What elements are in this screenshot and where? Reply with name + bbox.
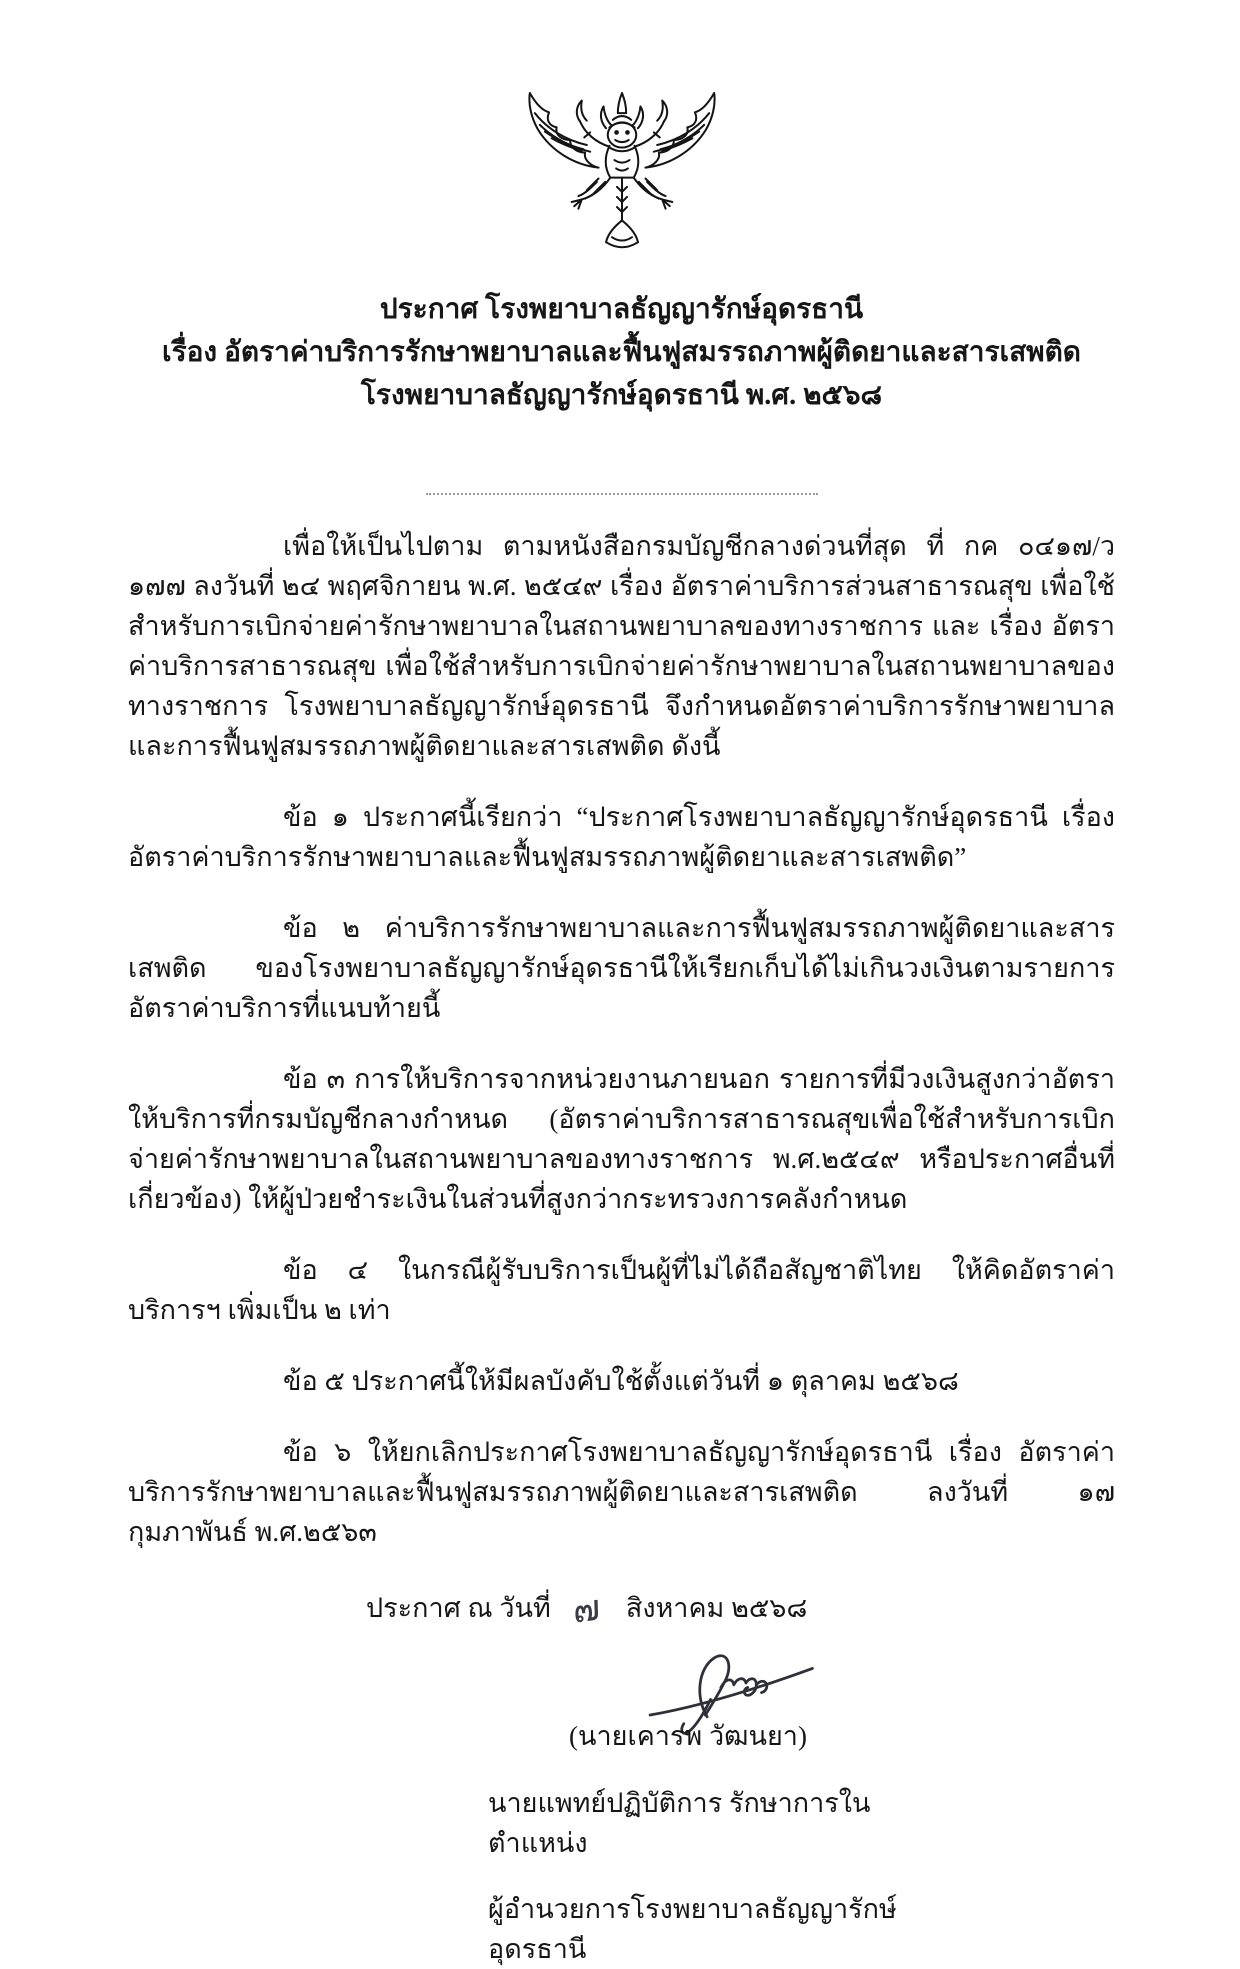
signature-block	[428, 1638, 948, 1969]
garuda-emblem	[496, 88, 748, 264]
title-line-2: เรื่อง อัตราค่าบริการรักษาพยาบาลและฟื้นฟูสมรรถภาพผู้ติดยาและสารเสพติด	[162, 337, 1081, 368]
signer-position-line2: ผู้อำนวยการโรงพยาบาลธัญญารักษ์อุดรธานี	[488, 1894, 897, 1964]
body-paragraph: ข้อ ๒ ค่าบริการรักษาพยาบาลและการฟื้นฟูสมรรถภาพผู้ติดยาและสารเสพติด ของโรงพยาบาลธัญญารักษ์อุดรธานีให้เรียกเก็บได้ไม่เกินวงเงินตามรายการอัตราค่าบริการที่แนบท้ายนี้	[128, 913, 1115, 1023]
body-paragraph: ข้อ ๓ การให้บริการจากหน่วยงานภายนอก รายการที่มีวงเงินสูงกว่าอัตราให้บริการที่กรมบัญชีกลางกำหนด (อัตราค่าบริการสาธารณสุขเพื่อใช้สำหรับการเบิกจ่ายค่ารักษาพยาบาลในสถานพยาบาลของทางราชการ พ.ศ.๒๕๔๙ หรือประกาศอื่นที่เกี่ยวข้อง) ให้ผู้ป่วยชำระเงินในส่วนที่สูงกว่ากระทรวงการคลังกำหนด	[128, 1064, 1115, 1214]
title-line-3: โรงพยาบาลธัญญารักษ์อุดรธานี พ.ศ. ๒๕๖๘	[360, 380, 883, 411]
dotted-separator	[426, 493, 818, 495]
issued-prefix: ประกาศ ณ วันที่	[366, 1593, 551, 1623]
emblem-container	[128, 88, 1115, 266]
body-paragraphs	[128, 526, 1115, 1552]
body-paragraph: ข้อ ๑ ประกาศนี้เรียกว่า “ประกาศโรงพยาบาลธัญญารักษ์อุดรธานี เรื่อง อัตราค่าบริการรักษาพยาบาลและฟื้นฟูสมรรถภาพผู้ติดยาและสารเสพติด”	[128, 802, 1115, 872]
title-block	[128, 288, 1115, 417]
body-paragraph: ข้อ ๔ ในกรณีผู้รับบริการเป็นผู้ที่ไม่ได้ถือสัญชาติไทย ให้คิดอัตราค่าบริการฯ เพิ่มเป็น ๒ เท่า	[128, 1255, 1115, 1325]
body-paragraph: เพื่อให้เป็นไปตาม ตามหนังสือกรมบัญชีกลางด่วนที่สุด ที่ กค ๐๔๑๗/ว ๑๗๗ ลงวันที่ ๒๔ พฤศจิกายน พ.ศ. ๒๕๔๙ เรื่อง อัตราค่าบริการส่วนสาธารณสุข เพื่อใช้สำหรับการเบิกจ่ายค่ารักษาพยาบาลในสถานพยาบาลของทางราชการ และ เรื่อง อัตราค่าบริการสาธารณสุข เพื่อใช้สำหรับการเบิกจ่ายค่ารักษาพยาบาลในสถานพยาบาลของทางราชการ โรงพยาบาลธัญญารักษ์อุดรธานี จึงกำหนดอัตราค่าบริการรักษาพยาบาลและการฟื้นฟูสมรรถภาพผู้ติดยาและสารเสพติด ดังนี้	[128, 531, 1115, 761]
body-paragraph: ข้อ ๖ ให้ยกเลิกประกาศโรงพยาบาลธัญญารักษ์อุดรธานี เรื่อง อัตราค่าบริการรักษาพยาบาลและฟื้นฟูสมรรถภาพผู้ติดยาและสารเสพติด ลงวันที่ ๑๗ กุมภาพันธ์ พ.ศ.๒๕๖๓	[128, 1437, 1115, 1547]
signer-position-line1: นายแพทย์ปฏิบัติการ รักษาการในตำแหน่ง	[488, 1788, 871, 1858]
issued-suffix: สิงหาคม ๒๕๖๘	[625, 1593, 808, 1623]
handwritten-day: ๗	[572, 1587, 601, 1631]
signer-name: (นายเคารพ วัฒนยา)	[569, 1721, 807, 1751]
body-paragraph: ข้อ ๕ ประกาศนี้ให้มีผลบังคับใช้ตั้งแต่วันที่ ๑ ตุลาคม ๒๕๖๘	[283, 1366, 959, 1396]
title-line-1: ประกาศ โรงพยาบาลธัญญารักษ์อุดรธานี	[379, 294, 864, 325]
issued-date-line	[366, 1587, 1115, 1631]
